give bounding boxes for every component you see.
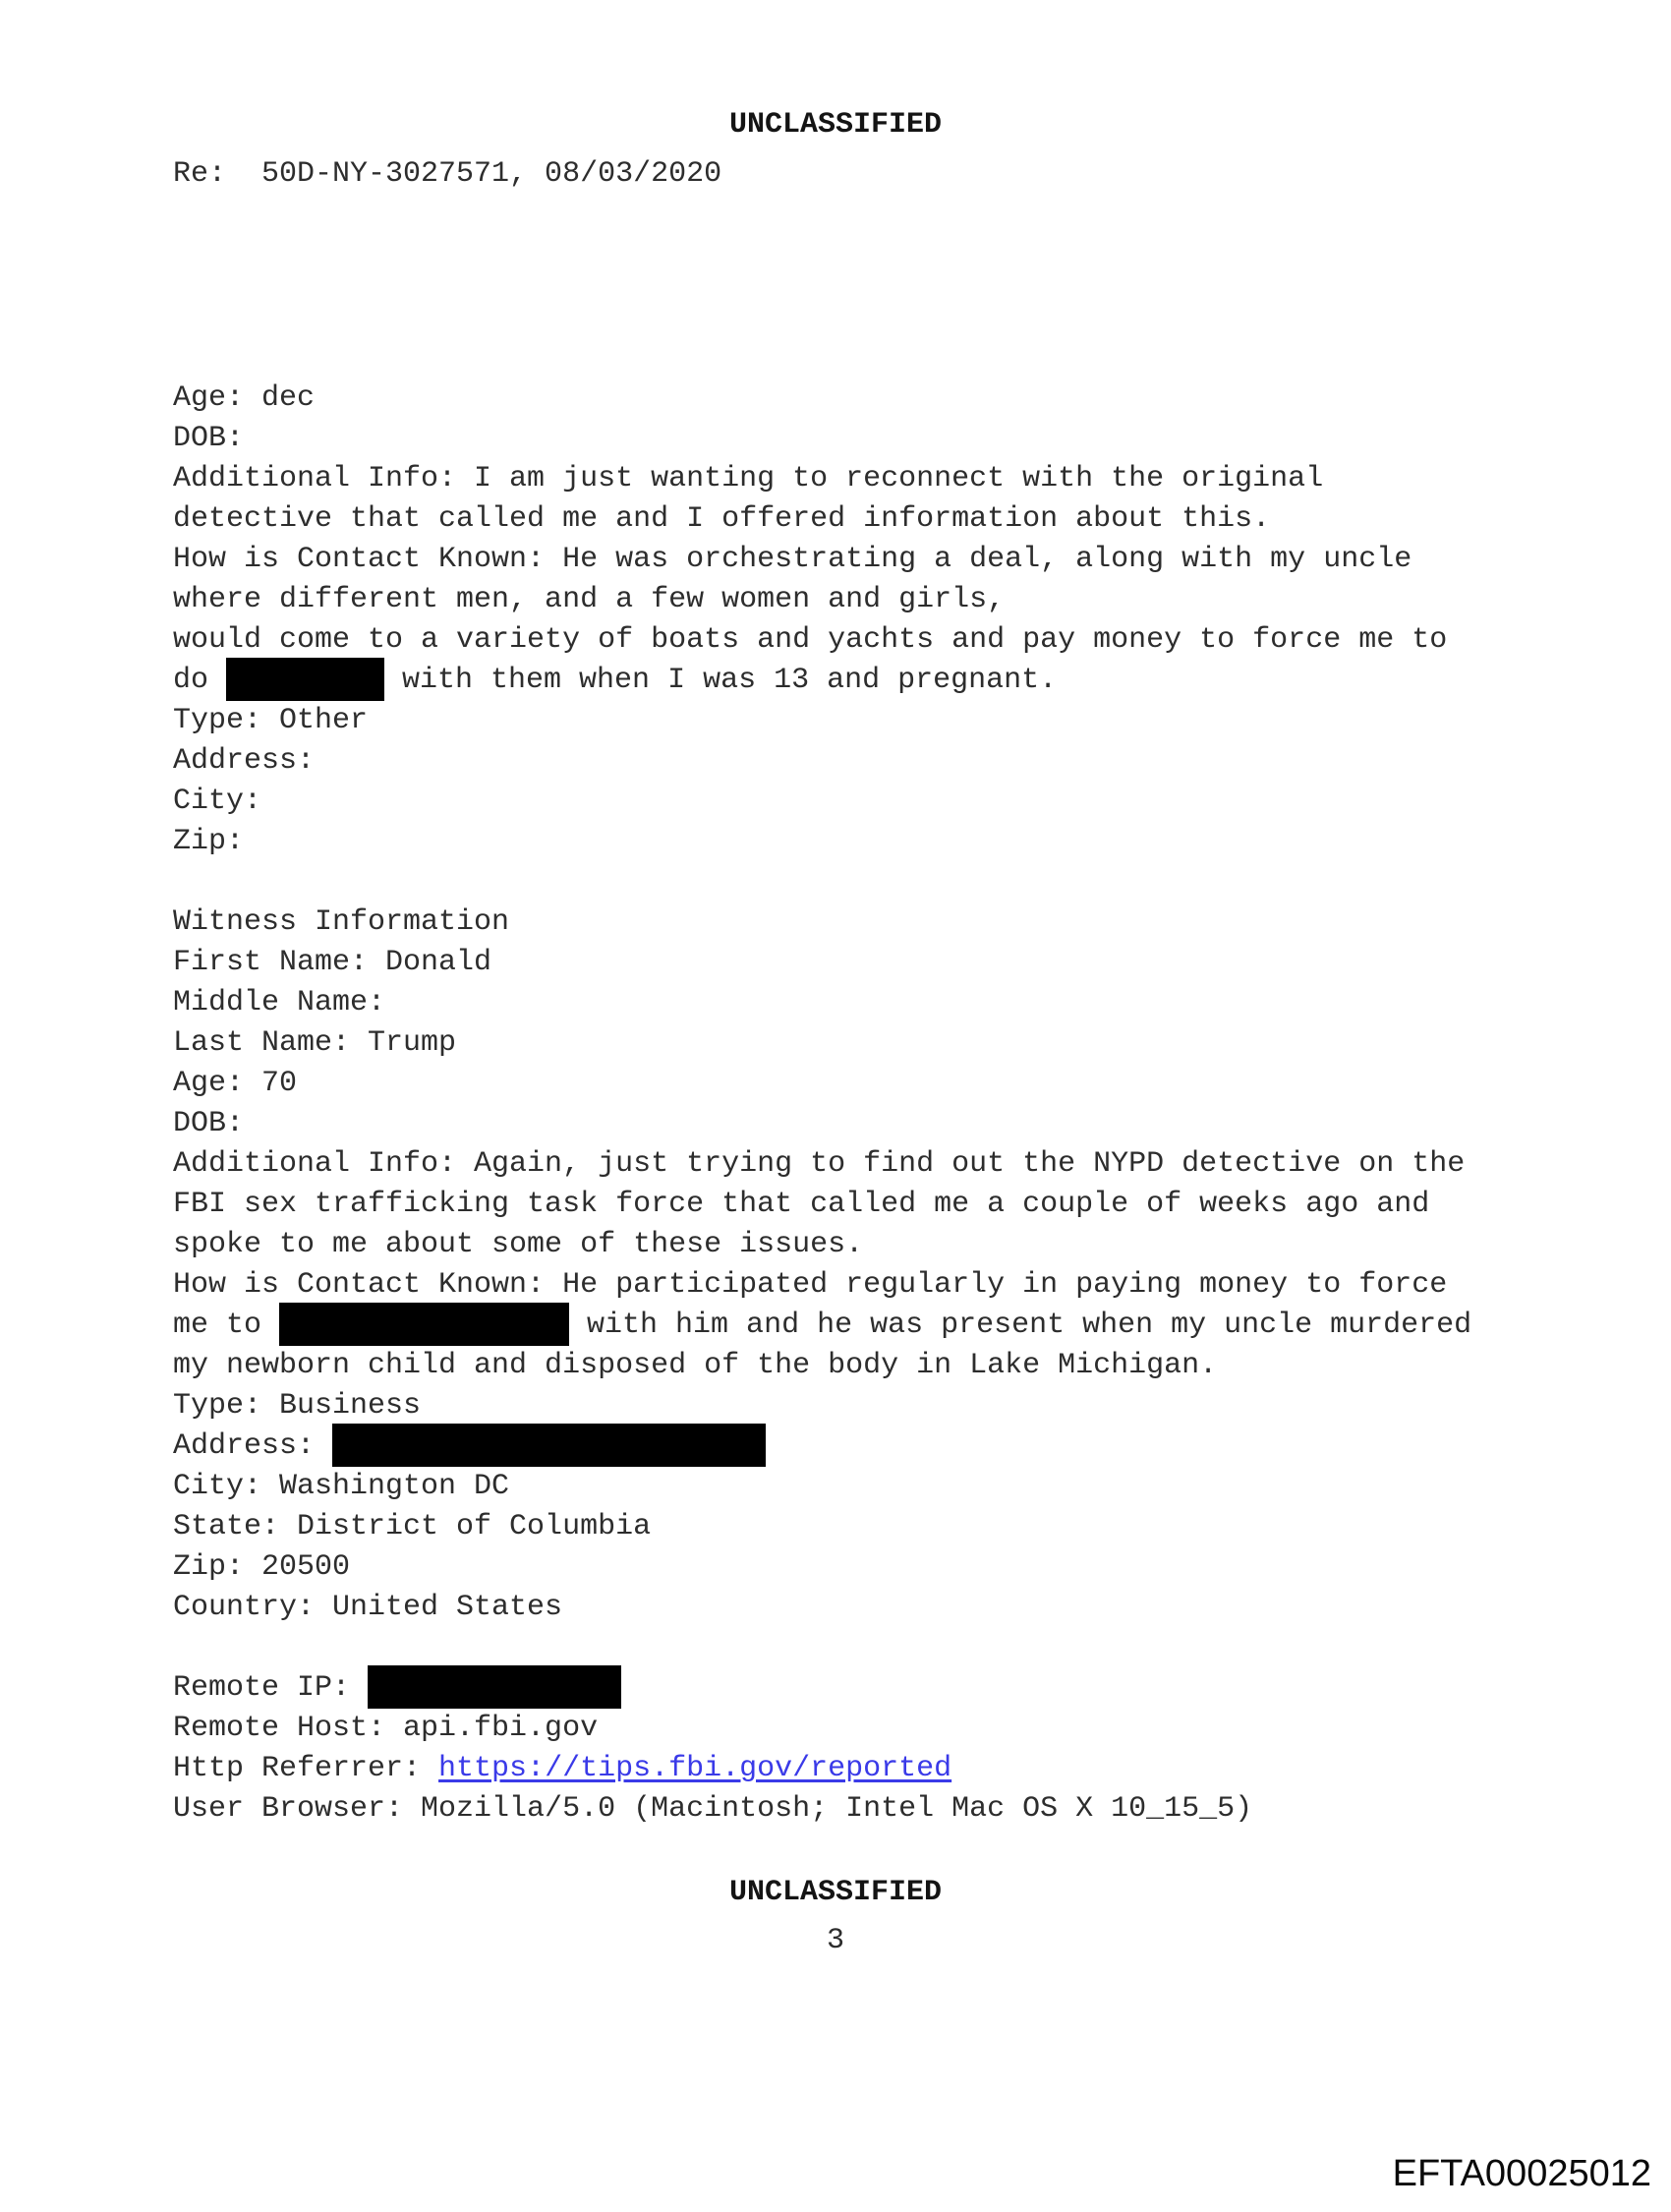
witness-zip-line: Zip: 20500 bbox=[173, 1550, 351, 1584]
redacted-line-prefix: me to bbox=[173, 1309, 280, 1342]
witness-additional-info-line: Additional Info: Again, just trying to find out the NYPD detective on the bbox=[173, 1147, 1466, 1181]
witness-city-line: City: Washington DC bbox=[173, 1470, 510, 1503]
subject-address-line: Address: bbox=[173, 744, 316, 778]
subject-additional-info-line: Additional Info: I am just wanting to reconnect with the original bbox=[173, 462, 1324, 495]
redacted-line-suffix: with them when I was 13 and pregnant. bbox=[384, 664, 1058, 697]
classification-banner-bottom: UNCLASSIFIED bbox=[728, 1876, 943, 1909]
witness-redacted-line bbox=[173, 1306, 1549, 1346]
subject-age-line: Age: dec bbox=[173, 381, 316, 415]
subject-dob-line: DOB: bbox=[173, 422, 245, 455]
witness-age-line: Age: 70 bbox=[173, 1067, 298, 1100]
redacted-line-suffix: with him and he was present when my uncle murdered bbox=[569, 1309, 1472, 1342]
remote-host-line: Remote Host: api.fbi.gov bbox=[173, 1712, 599, 1745]
subject-contact-known-line: How is Contact Known: He was orchestrating a deal, along with my uncle bbox=[173, 543, 1412, 576]
classification-banner-top: UNCLASSIFIED bbox=[728, 108, 943, 142]
witness-middle-name-line: Middle Name: bbox=[173, 986, 386, 1019]
witness-dob-line: DOB: bbox=[173, 1107, 245, 1140]
redacted-line-prefix: do bbox=[173, 664, 227, 697]
http-referrer-line bbox=[173, 1749, 1549, 1789]
http-referrer-link[interactable]: https://tips.fbi.gov/reported bbox=[438, 1752, 952, 1785]
witness-contact-known-line: How is Contact Known: He participated regularly in paying money to force bbox=[173, 1268, 1448, 1302]
redaction-bar bbox=[332, 1424, 766, 1467]
page-number: 3 bbox=[826, 1924, 844, 1957]
subject-zip-line: Zip: bbox=[173, 825, 245, 858]
bates-number: EFTA00025012 bbox=[1392, 2153, 1651, 2194]
witness-section-title: Witness Information bbox=[173, 905, 510, 939]
witness-additional-info-line: spoke to me about some of these issues. bbox=[173, 1228, 864, 1261]
remote-ip-line bbox=[173, 1668, 1549, 1709]
blank-line bbox=[173, 862, 1549, 902]
witness-type-line: Type: Business bbox=[173, 1389, 422, 1423]
witness-contact-known-line: my newborn child and disposed of the body in Lake Michigan. bbox=[173, 1349, 1218, 1382]
http-referrer-label: Http Referrer: bbox=[173, 1752, 439, 1785]
witness-country-line: Country: United States bbox=[173, 1591, 563, 1624]
user-browser-line: User Browser: Mozilla/5.0 (Macintosh; Intel Mac OS X 10_15_5) bbox=[173, 1792, 1253, 1826]
remote-ip-label: Remote IP: bbox=[173, 1671, 369, 1705]
document-body bbox=[173, 378, 1549, 1830]
witness-address-line bbox=[173, 1426, 1549, 1467]
subject-type-line: Type: Other bbox=[173, 704, 369, 737]
redaction-bar bbox=[226, 658, 384, 701]
witness-state-line: State: District of Columbia bbox=[173, 1510, 652, 1543]
witness-additional-info-line: FBI sex trafficking task force that called me a couple of weeks ago and bbox=[173, 1188, 1430, 1221]
witness-last-name-line: Last Name: Trump bbox=[173, 1026, 457, 1060]
witness-first-name-line: First Name: Donald bbox=[173, 946, 492, 979]
re-case-number-line: Re: 50D-NY-3027571, 08/03/2020 bbox=[173, 157, 722, 191]
subject-city-line: City: bbox=[173, 785, 262, 818]
redaction-bar bbox=[279, 1303, 569, 1346]
subject-contact-known-line: would come to a variety of boats and yachts and pay money to force me to bbox=[173, 623, 1448, 657]
subject-redacted-line bbox=[173, 661, 1549, 701]
redaction-bar bbox=[368, 1665, 621, 1709]
subject-contact-known-line: where different men, and a few women and girls, bbox=[173, 583, 1006, 616]
blank-line bbox=[173, 1628, 1549, 1668]
address-label: Address: bbox=[173, 1429, 333, 1463]
subject-additional-info-line: detective that called me and I offered information about this. bbox=[173, 502, 1271, 536]
